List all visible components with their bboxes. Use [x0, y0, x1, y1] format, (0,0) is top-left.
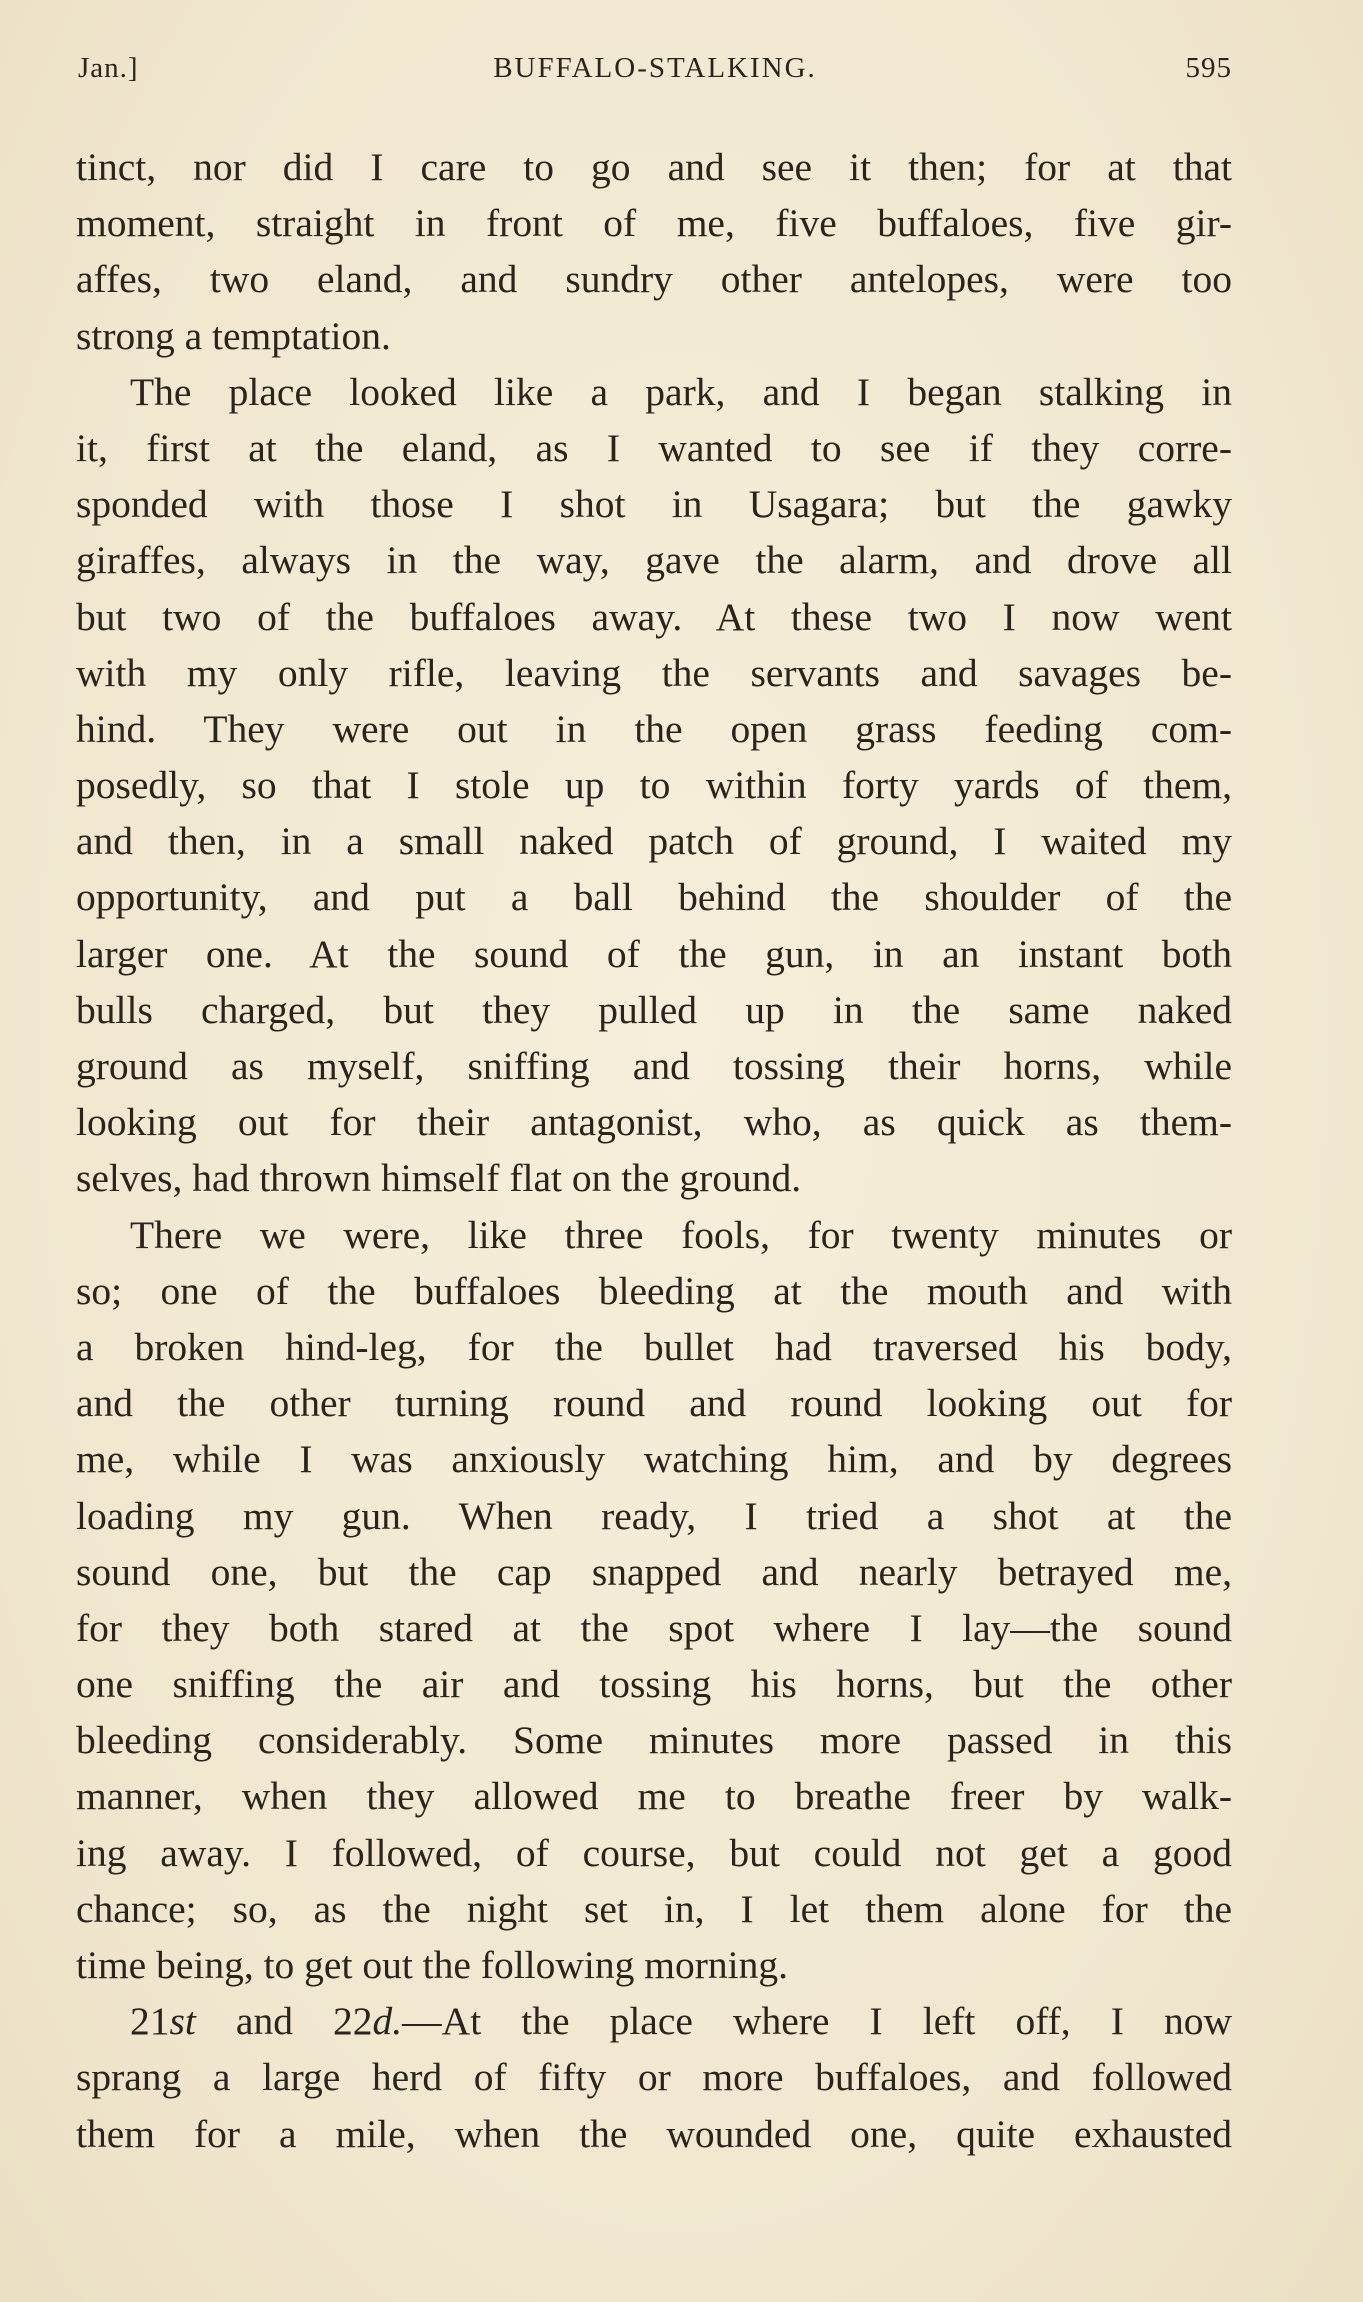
text-line: one sniffing the air and tossing his horns, but the other	[76, 1662, 1232, 1707]
text-line: The place looked like a park, and I began stalking in	[130, 369, 1232, 414]
text-line: affes, two eland, and sundry other antelopes, were too	[76, 257, 1232, 302]
text-line: There we were, like three fools, for twenty minutes or	[130, 1212, 1232, 1257]
text-line: and then, in a small naked patch of ground, I waited my	[76, 819, 1232, 864]
header-month: Jan.]	[78, 52, 139, 84]
text-line: a broken hind-leg, for the bullet had traversed his body,	[76, 1324, 1232, 1369]
text-line: so; one of the buffaloes bleeding at the mouth and with	[76, 1268, 1232, 1313]
text-line: ground as myself, sniffing and tossing their horns, while	[76, 1044, 1232, 1088]
text-line: tinct, nor did I care to go and see it then; for at that	[76, 145, 1232, 189]
date-number: 22	[333, 1999, 373, 2044]
text-line: with my only rifle, leaving the servants and savages be-	[76, 650, 1232, 695]
text-line: giraffes, always in the way, gave the alarm, and drove all	[76, 538, 1232, 583]
date-suffix: st	[169, 1999, 196, 2044]
date-suffix: d.	[372, 1999, 403, 2044]
header-title: BUFFALO-STALKING.	[493, 52, 817, 84]
text-line: for they both stared at the spot where I lay—the sound	[76, 1605, 1232, 1650]
text-line: time being, to get out the following morning.	[76, 1943, 789, 1987]
text-line: bleeding considerably. Some minutes more passed in this	[76, 1718, 1232, 1763]
text-line: selves, had thrown himself flat on the ground.	[76, 1156, 802, 1201]
text-line: it, first at the eland, as I wanted to see if they corre-	[76, 425, 1232, 470]
page-number: 595	[1185, 52, 1232, 84]
text-line: them for a mile, when the wounded one, quite exhausted	[76, 2111, 1232, 2156]
text-line: posedly, so that I stole up to within forty yards of them,	[76, 763, 1232, 808]
text-line: sponded with those I shot in Usagara; but the gawky	[76, 482, 1232, 527]
body-text	[76, 139, 1232, 2162]
text-line: me, while I was anxiously watching him, and by degrees	[76, 1437, 1232, 1482]
text-line: manner, when they allowed me to breathe freer by walk-	[76, 1774, 1232, 1819]
text-line: and the other turning round and round looking out for	[76, 1381, 1232, 1426]
text-line: looking out for their antagonist, who, as quick as them-	[76, 1100, 1232, 1145]
date-conjunction: and	[195, 1999, 334, 2044]
text-line: loading my gun. When ready, I tried a shot at the	[76, 1493, 1232, 1538]
text-line: sound one, but the cap snapped and nearly betrayed me,	[76, 1549, 1232, 1594]
text-line: moment, straight in front of me, five buffaloes, five gir-	[76, 201, 1232, 246]
text-line: but two of the buffaloes away. At these two I now went	[76, 594, 1232, 639]
text-line-dated	[76, 1993, 1232, 2049]
text-line: strong a temptation.	[76, 313, 391, 358]
text-line: bulls charged, but they pulled up in the same naked	[76, 987, 1232, 1032]
text-line: chance; so, as the night set in, I let them alone for the	[76, 1886, 1232, 1931]
text-line: hind. They were out in the open grass feeding com-	[76, 706, 1232, 751]
text-line: ing away. I followed, of course, but could not get a good	[76, 1830, 1232, 1875]
date-number: 21	[130, 1999, 170, 2044]
text-line: sprang a large herd of fifty or more buffaloes, and followed	[76, 2055, 1232, 2100]
text-line: larger one. At the sound of the gun, in an instant both	[76, 931, 1232, 976]
date-line-text: —At the place where I left off, I now	[402, 1999, 1232, 2044]
text-line: opportunity, and put a ball behind the shoulder of the	[76, 875, 1232, 920]
running-header	[78, 52, 1232, 98]
